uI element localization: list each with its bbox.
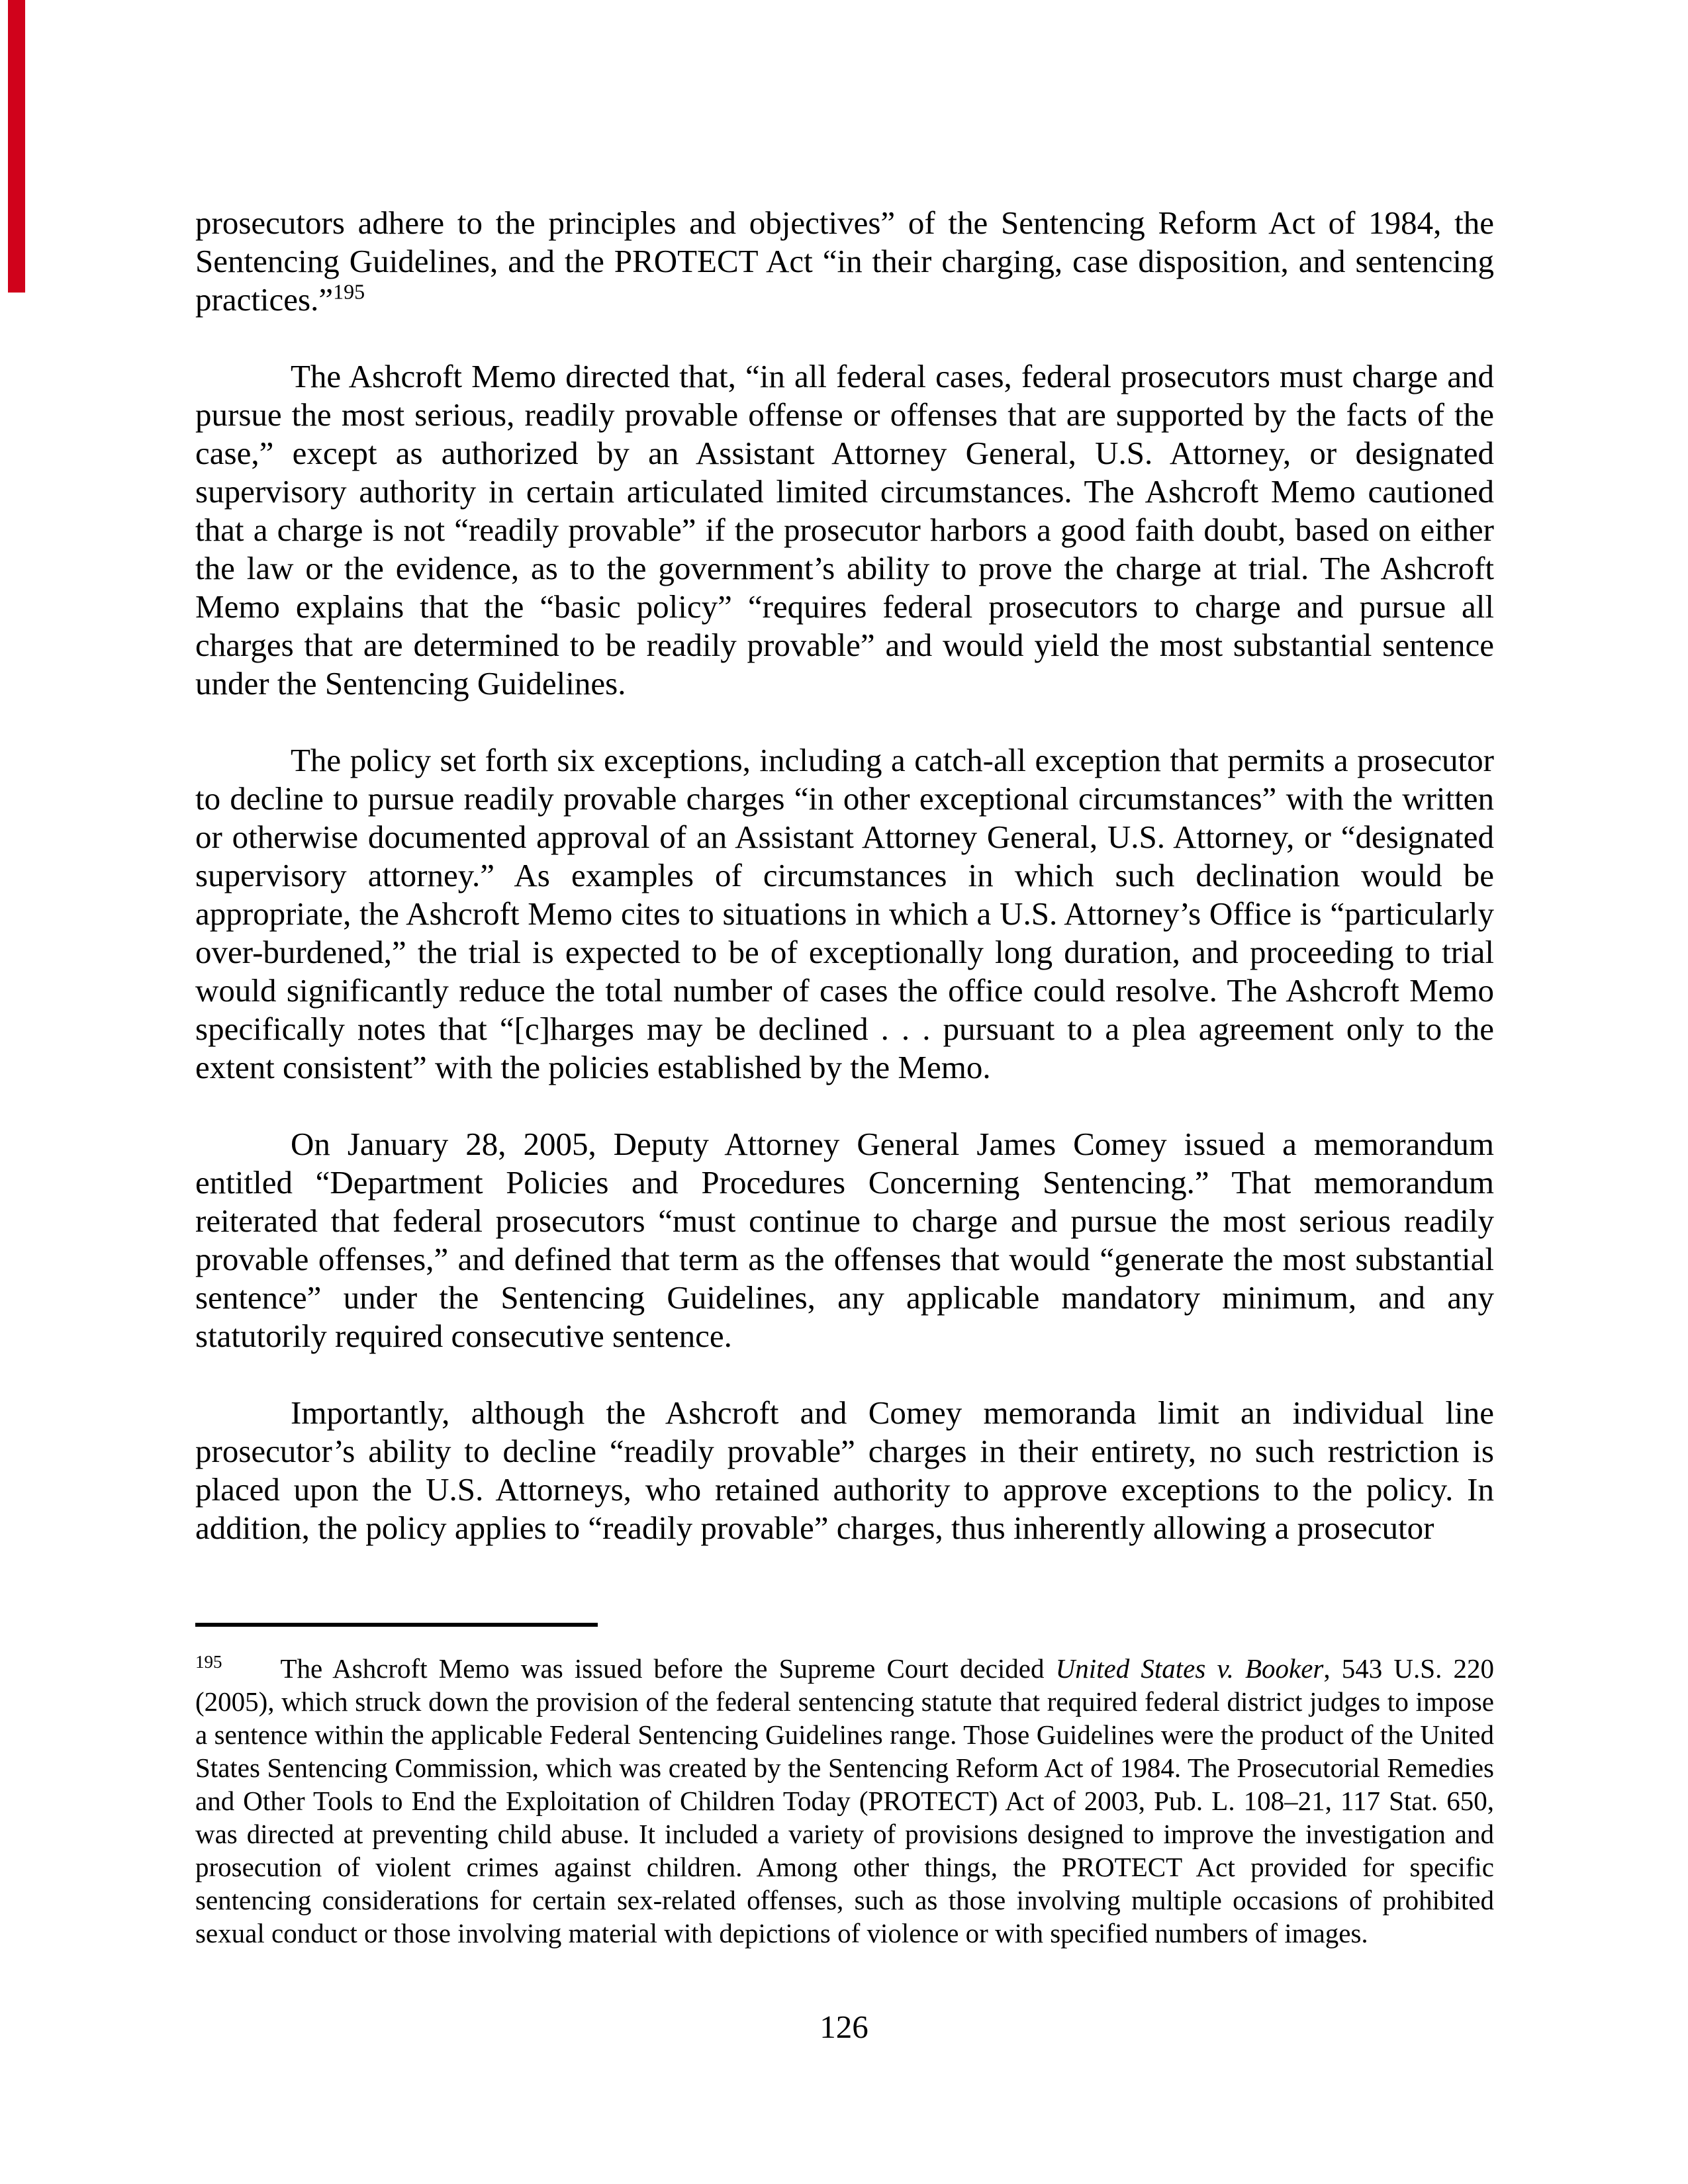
footnote-text-before-case: The Ashcroft Memo was issued before the Supreme Court decided [280,1653,1056,1684]
footnote-195 [195,1652,1494,1950]
scan-artifact-red-mark [8,0,25,293]
body-text [195,204,1494,1586]
case-citation: United States v. Booker [1055,1653,1324,1684]
footnote-text-after-case: , 543 U.S. 220 (2005), which struck down the provision of the federal sentencing statute that required federal district judges to impose a sentence within the applicable Federal Sentencing Guidelines range. Those Guidelines were the product of the United States Sentencing Commission, which was created by the Sentencing Reform Act of 1984. The Prosecutorial Remedies and Other Tools to End the Exploitation of Children Today (PROTECT) Act of 2003, Pub. L. 108–21, 117 Stat. 650, was directed at preventing child abuse. It included a variety of provisions designed to improve the investigation and prosecution of violent crimes against children. Among other things, the PROTECT Act provided for specific sentencing considerations for certain sex-related offenses, such as those involving multiple occasions of prohibited sexual conduct or those involving material with depictions of violence or with specified numbers of images. [195,1653,1494,1948]
paragraph-1-text: prosecutors adhere to the principles and objectives” of the Sentencing Reform Act of 1984, the Sentencing Guidelines, and the PROTECT Act “in their charging, case disposition, and sentencing practices.” [195,205,1494,318]
paragraph-5: Importantly, although the Ashcroft and Comey memoranda limit an individual line prosecutor’s ability to decline “readily provable” charges in their entirety, no such restriction is placed upon the U.S. Attorneys, who retained authority to approve exceptions to the policy. In addition, the policy applies to “readily provable” charges, thus inherently allowing a prosecutor [195,1394,1494,1546]
footnote-reference-195: 195 [333,279,365,304]
footnote-separator-rule [195,1623,598,1627]
paragraph-4: On January 28, 2005, Deputy Attorney General James Comey issued a memorandum entitled “Department Policies and Procedures Concerning Sentencing.” That memorandum reiterated that federal prosecutors “must continue to charge and pursue the most serious readily provable offenses,” and defined that term as the offenses that would “generate the most substantial sentence” under the Sentencing Guidelines, any applicable mandatory minimum, and any statutorily required consecutive sentence. [195,1126,1494,1354]
footnote-marker: 195 [195,1652,222,1672]
footnotes-section [195,1623,1494,1950]
paragraph-1 [195,204,1494,319]
paragraph-3: The policy set forth six exceptions, including a catch-all exception that permits a prosecutor to decline to pursue readily provable charges “in other exceptional circumstances” with the written or otherwise documented approval of an Assistant Attorney General, U.S. Attorney, or “designated supervisory attorney.” As examples of circumstances in which such declination would be appropriate, the Ashcroft Memo cites to situations in which a U.S. Attorney’s Office is “particularly over-burdened,” the trial is expected to be of exceptionally long duration, and proceeding to trial would significantly reduce the total number of cases the office could resolve. The Ashcroft Memo specifically notes that “[c]harges may be declined . . . pursuant to a plea agreement only to the extent consistent” with the policies established by the Memo. [195,742,1494,1085]
page-number: 126 [820,2009,868,2045]
paragraph-2: The Ashcroft Memo directed that, “in all federal cases, federal prosecutors must charge and pursue the most serious, readily provable offense or offenses that are supported by the facts of the case,” except as authorized by an Assistant Attorney General, U.S. Attorney, or designated supervisory authority in certain articulated limited circumstances. The Ashcroft Memo cautioned that a charge is not “readily provable” if the prosecutor harbors a good faith doubt, based on either the law or the evidence, as to the government’s ability to prove the charge at trial. The Ashcroft Memo explains that the “basic policy” “requires federal prosecutors to charge and pursue all charges that are determined to be readily provable” and would yield the most substantial sentence under the Sentencing Guidelines. [195,358,1494,702]
